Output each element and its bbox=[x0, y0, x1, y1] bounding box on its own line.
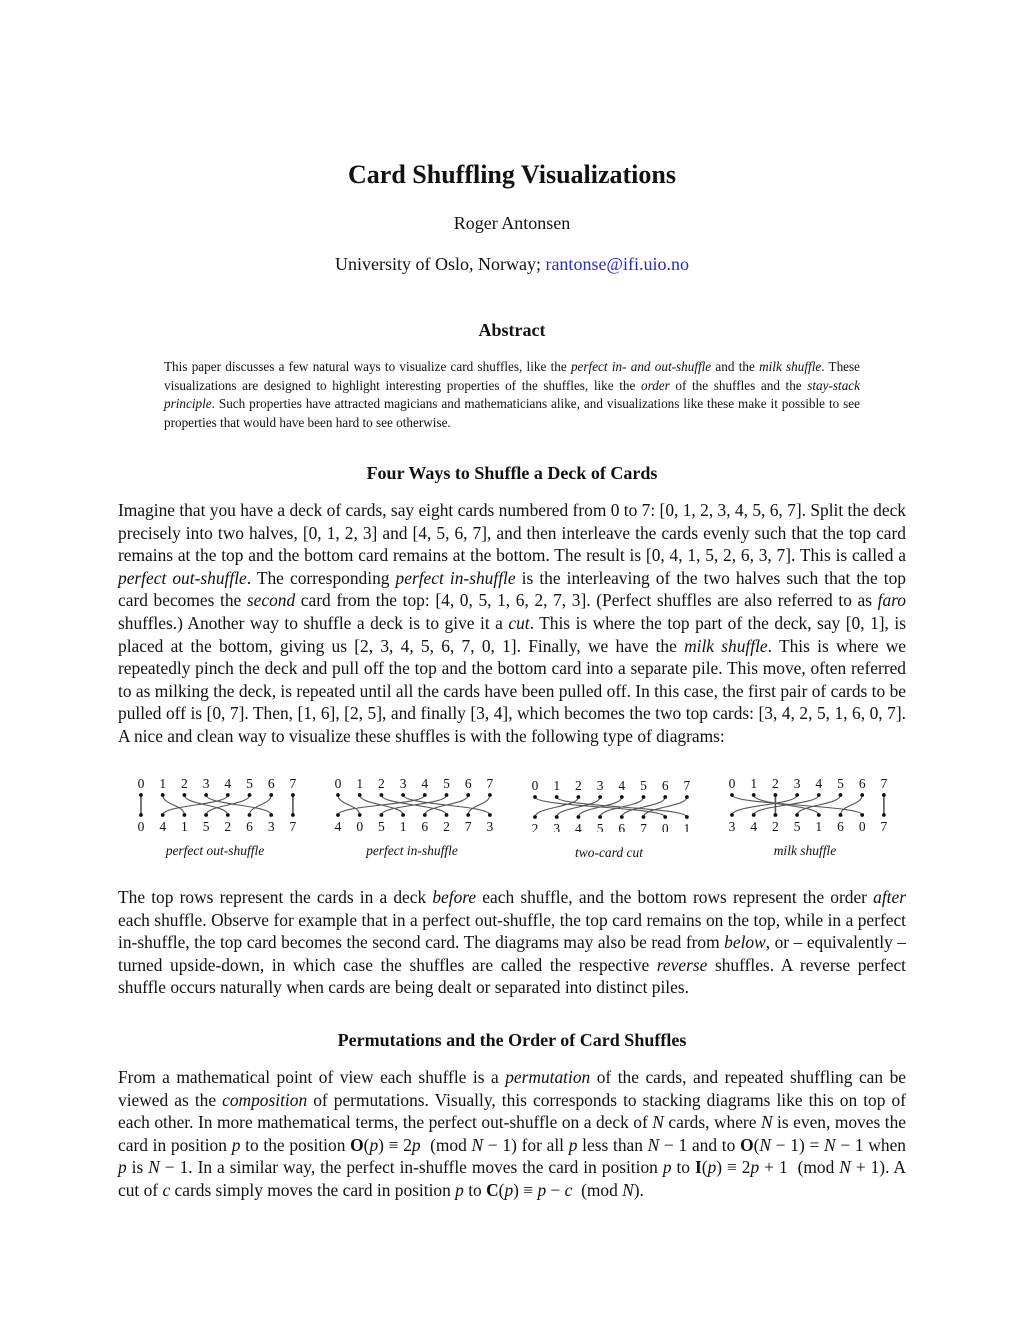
bottom-dot bbox=[380, 813, 384, 817]
section1-paragraph1 bbox=[118, 499, 906, 748]
bottom-dot bbox=[839, 813, 843, 817]
top-card-label: 5 bbox=[443, 776, 450, 791]
top-dot bbox=[882, 793, 886, 797]
bottom-dot bbox=[248, 813, 252, 817]
paper-title: Card Shuffling Visualizations bbox=[348, 160, 676, 189]
text-run: . This is where the top part of the deck, say [0, 1], is placed at the bottom, giving us [2, 3, 4, 5, 6, 7, 0, 1]. Finally, we have the bbox=[118, 612, 906, 656]
top-card-label: 3 bbox=[399, 776, 407, 791]
bottom-card-label: 3 bbox=[486, 819, 494, 832]
bottom-card-label: 6 bbox=[618, 821, 626, 832]
bottom-dot bbox=[860, 813, 864, 817]
top-card-label: 2 bbox=[378, 776, 385, 791]
top-dot bbox=[533, 795, 537, 799]
strand-5 bbox=[206, 795, 249, 815]
top-card-label: 3 bbox=[202, 776, 210, 791]
top-dot bbox=[620, 795, 624, 799]
bottom-card-label: 0 bbox=[137, 819, 145, 832]
bottom-card-label: 4 bbox=[750, 819, 758, 832]
bottom-dot bbox=[183, 813, 187, 817]
text-run: of the shuffles and the bbox=[669, 377, 808, 393]
bottom-dot bbox=[358, 813, 362, 817]
author-name: Roger Antonsen bbox=[453, 213, 571, 233]
top-card-label: 7 bbox=[289, 776, 297, 791]
bottom-dot bbox=[730, 813, 734, 817]
top-dot bbox=[577, 795, 581, 799]
caption-milk-shuffle: milk shuffle bbox=[773, 843, 837, 858]
bottom-card-label: 6 bbox=[837, 819, 844, 832]
affiliation bbox=[0, 254, 1024, 275]
bottom-card-label: 2 bbox=[443, 819, 450, 832]
bottom-dot bbox=[577, 815, 581, 819]
bottom-dot bbox=[291, 813, 295, 817]
top-dot bbox=[269, 793, 273, 797]
text-run: and the bbox=[711, 359, 760, 374]
bottom-card-label: 3 bbox=[553, 821, 561, 832]
bottom-dot bbox=[620, 815, 624, 819]
bottom-dot bbox=[685, 815, 689, 819]
top-card-label: 7 bbox=[486, 776, 494, 791]
top-dot bbox=[663, 795, 667, 799]
top-card-label: 1 bbox=[159, 776, 167, 791]
top-dot bbox=[555, 795, 559, 799]
top-card-label: 4 bbox=[815, 776, 823, 791]
bottom-dot bbox=[817, 813, 821, 817]
strand-2 bbox=[535, 797, 578, 817]
bottom-card-label: 7 bbox=[464, 819, 472, 832]
top-card-label: 5 bbox=[246, 776, 253, 791]
bottom-dot bbox=[204, 813, 208, 817]
top-dot bbox=[752, 793, 756, 797]
text-run: shuffles.) Another way to shuffle a deck is to give it a bbox=[118, 612, 509, 633]
bottom-card-label: 5 bbox=[202, 819, 210, 832]
text-run: , or – equivalently – turned upside-down, in which case the shuffles are called the respective bbox=[118, 932, 906, 975]
bottom-card-label: 7 bbox=[640, 821, 647, 832]
top-dot bbox=[401, 793, 405, 797]
text-run: each shuffle. Observe for example that in a perfect out-shuffle, the top card remains on the top, while in a perfect in-shuffle, the top card becomes the second card. The diagrams may also be read from bbox=[118, 909, 906, 953]
emphasis-text: faro bbox=[877, 590, 906, 611]
top-card-label: 0 bbox=[334, 776, 342, 791]
top-dot bbox=[685, 795, 689, 799]
bottom-card-label: 7 bbox=[880, 819, 888, 832]
bottom-card-label: 5 bbox=[596, 821, 604, 832]
top-dot bbox=[466, 793, 470, 797]
strand-2 bbox=[184, 795, 227, 815]
bottom-card-label: 4 bbox=[575, 821, 582, 832]
bottom-dot bbox=[401, 813, 405, 817]
top-card-label: 4 bbox=[224, 776, 232, 791]
top-dot bbox=[839, 793, 843, 797]
bottom-dot bbox=[269, 813, 273, 817]
text-run: each shuffle, and the bottom rows represent the order bbox=[476, 887, 874, 907]
bottom-dot bbox=[752, 813, 756, 817]
text-run: card from the top: [4, 0, 5, 1, 6, 2, 7, 3]. (Perfect shuffles are also referred to as bbox=[295, 590, 878, 611]
strand-2 bbox=[381, 795, 446, 815]
bottom-card-label: 3 bbox=[267, 819, 275, 832]
bottom-card-label: 7 bbox=[289, 819, 297, 832]
top-dot bbox=[204, 793, 208, 797]
top-dot bbox=[380, 793, 384, 797]
bottom-card-label: 1 bbox=[399, 819, 407, 832]
emphasis-text: milk shuffle bbox=[759, 359, 822, 374]
bottom-dot bbox=[774, 813, 778, 817]
strand-0 bbox=[732, 795, 862, 815]
bottom-card-label: 2 bbox=[772, 819, 779, 832]
abstract-heading: Abstract bbox=[478, 320, 546, 340]
bottom-card-label: 6 bbox=[246, 819, 253, 832]
top-dot bbox=[445, 793, 449, 797]
top-dot bbox=[774, 793, 778, 797]
top-dot bbox=[358, 793, 362, 797]
top-card-label: 0 bbox=[531, 778, 539, 793]
top-card-label: 6 bbox=[661, 778, 669, 793]
top-card-label: 6 bbox=[464, 776, 472, 791]
emphasis-text: perfect in- and out-shuffle bbox=[570, 359, 712, 374]
emphasis-text: perfect in-shuffle bbox=[395, 567, 516, 588]
top-card-label: 1 bbox=[356, 776, 364, 791]
bottom-card-label: 1 bbox=[181, 819, 188, 832]
top-card-label: 0 bbox=[728, 776, 736, 791]
section1-paragraph2 bbox=[118, 886, 906, 999]
shuffle-diagrams bbox=[0, 772, 1024, 832]
top-dot bbox=[795, 793, 799, 797]
top-card-label: 5 bbox=[837, 776, 844, 791]
text-run: is the interleaving of the two halves such that the top card becomes the bbox=[118, 567, 906, 611]
bottom-card-label: 4 bbox=[334, 819, 342, 832]
top-dot bbox=[183, 793, 187, 797]
top-dot bbox=[642, 795, 646, 799]
affiliation-text: University of Oslo, Norway; bbox=[334, 254, 546, 274]
abstract-text bbox=[164, 358, 860, 433]
top-dot bbox=[139, 793, 143, 797]
bottom-card-label: 5 bbox=[793, 819, 801, 832]
caption-two-card-cut: two-card cut bbox=[574, 845, 644, 860]
top-card-label: 7 bbox=[683, 778, 691, 793]
bottom-card-label: 3 bbox=[728, 819, 736, 832]
bottom-dot bbox=[795, 813, 799, 817]
bottom-card-label: 1 bbox=[683, 821, 691, 832]
top-dot bbox=[291, 793, 295, 797]
emphasis-text: cut bbox=[508, 612, 530, 633]
bottom-card-label: 6 bbox=[421, 819, 429, 832]
text-run: . These visualizations are designed to highlight interesting properties of the shuffles, like the bbox=[164, 359, 861, 393]
text-run: The top rows represent the cards in a deck bbox=[118, 887, 433, 907]
top-card-label: 0 bbox=[137, 776, 145, 791]
top-dot bbox=[248, 793, 252, 797]
caption-perfect-out-shuffle: perfect out-shuffle bbox=[165, 843, 265, 858]
bottom-dot bbox=[226, 813, 230, 817]
text-run: Imagine that you have a deck of cards, say eight cards numbered from 0 to 7: [0, 1, 2, 3, 4, 5, 6, 7]. Split the deck precisely into two halves, [0, 1, 2, 3] and [4, 5, 6, 7], and then interleave the cards evenly such that the top card remains at the top and the bottom card remains at the bottom. The result is [0, 4, 1, 5, 2, 6, 3, 7]. This is called a bbox=[118, 500, 906, 566]
emphasis-text: below bbox=[724, 932, 766, 953]
top-dot bbox=[817, 793, 821, 797]
emphasis-text: reverse bbox=[656, 954, 708, 975]
top-dot bbox=[423, 793, 427, 797]
bottom-dot bbox=[423, 813, 427, 817]
top-card-label: 4 bbox=[618, 778, 626, 793]
top-card-label: 1 bbox=[750, 776, 758, 791]
bottom-dot bbox=[598, 815, 602, 819]
bottom-card-label: 2 bbox=[531, 821, 539, 832]
text-run: . The corresponding bbox=[246, 567, 396, 588]
email-link[interactable]: rantonse@ifi.uio.no bbox=[545, 254, 690, 274]
top-card-label: 1 bbox=[553, 778, 561, 793]
emphasis-text: second bbox=[246, 590, 296, 611]
top-dot bbox=[336, 793, 340, 797]
bottom-card-label: 2 bbox=[224, 819, 232, 832]
emphasis-text: milk shuffle bbox=[684, 635, 768, 656]
bottom-dot bbox=[466, 813, 470, 817]
bottom-dot bbox=[663, 815, 667, 819]
bottom-dot bbox=[488, 813, 492, 817]
top-card-label: 5 bbox=[640, 778, 647, 793]
bottom-dot bbox=[161, 813, 165, 817]
bottom-card-label: 0 bbox=[356, 819, 364, 832]
top-card-label: 2 bbox=[575, 778, 582, 793]
text-run: . This is where we repeatedly pinch the deck and pull off the top and the bottom card into a separate pile. This move, often referred to as milking the deck, is repeated until all the cards have been pulled off. In this case, the first pair of cards to be pulled off is [0, 7]. Then, [1, 6], [2, 5], and finally [3, 4], which becomes the two top cards: [3, 4, 2, 5, 1, 6, 0, 7]. A nice and clean way to visualize these shuffles is with the following type of diagrams: bbox=[118, 635, 906, 746]
bottom-dot bbox=[139, 813, 143, 817]
strand-7 bbox=[644, 797, 687, 817]
top-card-label: 6 bbox=[858, 776, 866, 791]
bottom-card-label: 0 bbox=[661, 821, 669, 832]
top-dot bbox=[730, 793, 734, 797]
bottom-card-label: 4 bbox=[159, 819, 167, 832]
top-card-label: 6 bbox=[267, 776, 275, 791]
bottom-card-label: 5 bbox=[378, 819, 385, 832]
top-dot bbox=[598, 795, 602, 799]
emphasis-text: order bbox=[640, 377, 670, 393]
top-card-label: 3 bbox=[596, 778, 604, 793]
top-dot bbox=[860, 793, 864, 797]
top-dot bbox=[226, 793, 230, 797]
bottom-card-label: 0 bbox=[858, 819, 866, 832]
emphasis-text: stay-stack principle bbox=[164, 377, 860, 412]
emphasis-text: before bbox=[432, 887, 477, 907]
top-card-label: 4 bbox=[421, 776, 429, 791]
bottom-dot bbox=[336, 813, 340, 817]
top-card-label: 3 bbox=[793, 776, 801, 791]
section2-paragraph: From a mathematical point of view each shuffle is a permutation of the cards, and repeated shuffling can be viewed as the composition of permutations. Visually, this corresponds to stacking diagrams like this on top of each other. In more mathematical terms, the perfect out-shuffle on a deck of N cards, where N is even, moves the card in position p to the position O(p) ≡ 2p (mod N − 1) for all p less than N − 1 and to O(N − 1) = N − 1 when p is N − 1. In a similar way, the perfect in-shuffle moves the card in position p to I(p) ≡ 2p + 1 (mod N + 1). A cut of c cards simply moves the card in position p to C(p) ≡ p − c (mod N). bbox=[118, 1067, 906, 1200]
bottom-card-label: 1 bbox=[815, 819, 823, 832]
text-run: . Such properties have attracted magicians and mathematicians alike, and visualizations like these make it possible to see properties that would have been hard to see otherwise. bbox=[164, 396, 860, 431]
top-card-label: 2 bbox=[772, 776, 779, 791]
top-card-label: 7 bbox=[880, 776, 888, 791]
emphasis-text: after bbox=[873, 887, 906, 907]
text-run: shuffles. A reverse perfect shuffle occurs naturally when cards are being dealt or separated into distinct piles. bbox=[118, 954, 906, 998]
strand-1 bbox=[360, 795, 403, 815]
bottom-dot bbox=[533, 815, 537, 819]
emphasis-text: perfect out-shuffle bbox=[118, 567, 247, 588]
section-heading-permutations: Permutations and the Order of Card Shuffles bbox=[337, 1030, 687, 1050]
bottom-dot bbox=[445, 813, 449, 817]
top-card-label: 2 bbox=[181, 776, 188, 791]
bottom-dot bbox=[882, 813, 886, 817]
section-heading-four-ways: Four Ways to Shuffle a Deck of Cards bbox=[366, 463, 658, 483]
text-run: This paper discusses a few natural ways to visualize card shuffles, like the bbox=[164, 359, 571, 374]
caption-perfect-in-shuffle: perfect in-shuffle bbox=[366, 843, 458, 858]
top-dot bbox=[161, 793, 165, 797]
bottom-dot bbox=[555, 815, 559, 819]
top-dot bbox=[488, 793, 492, 797]
bottom-dot bbox=[642, 815, 646, 819]
